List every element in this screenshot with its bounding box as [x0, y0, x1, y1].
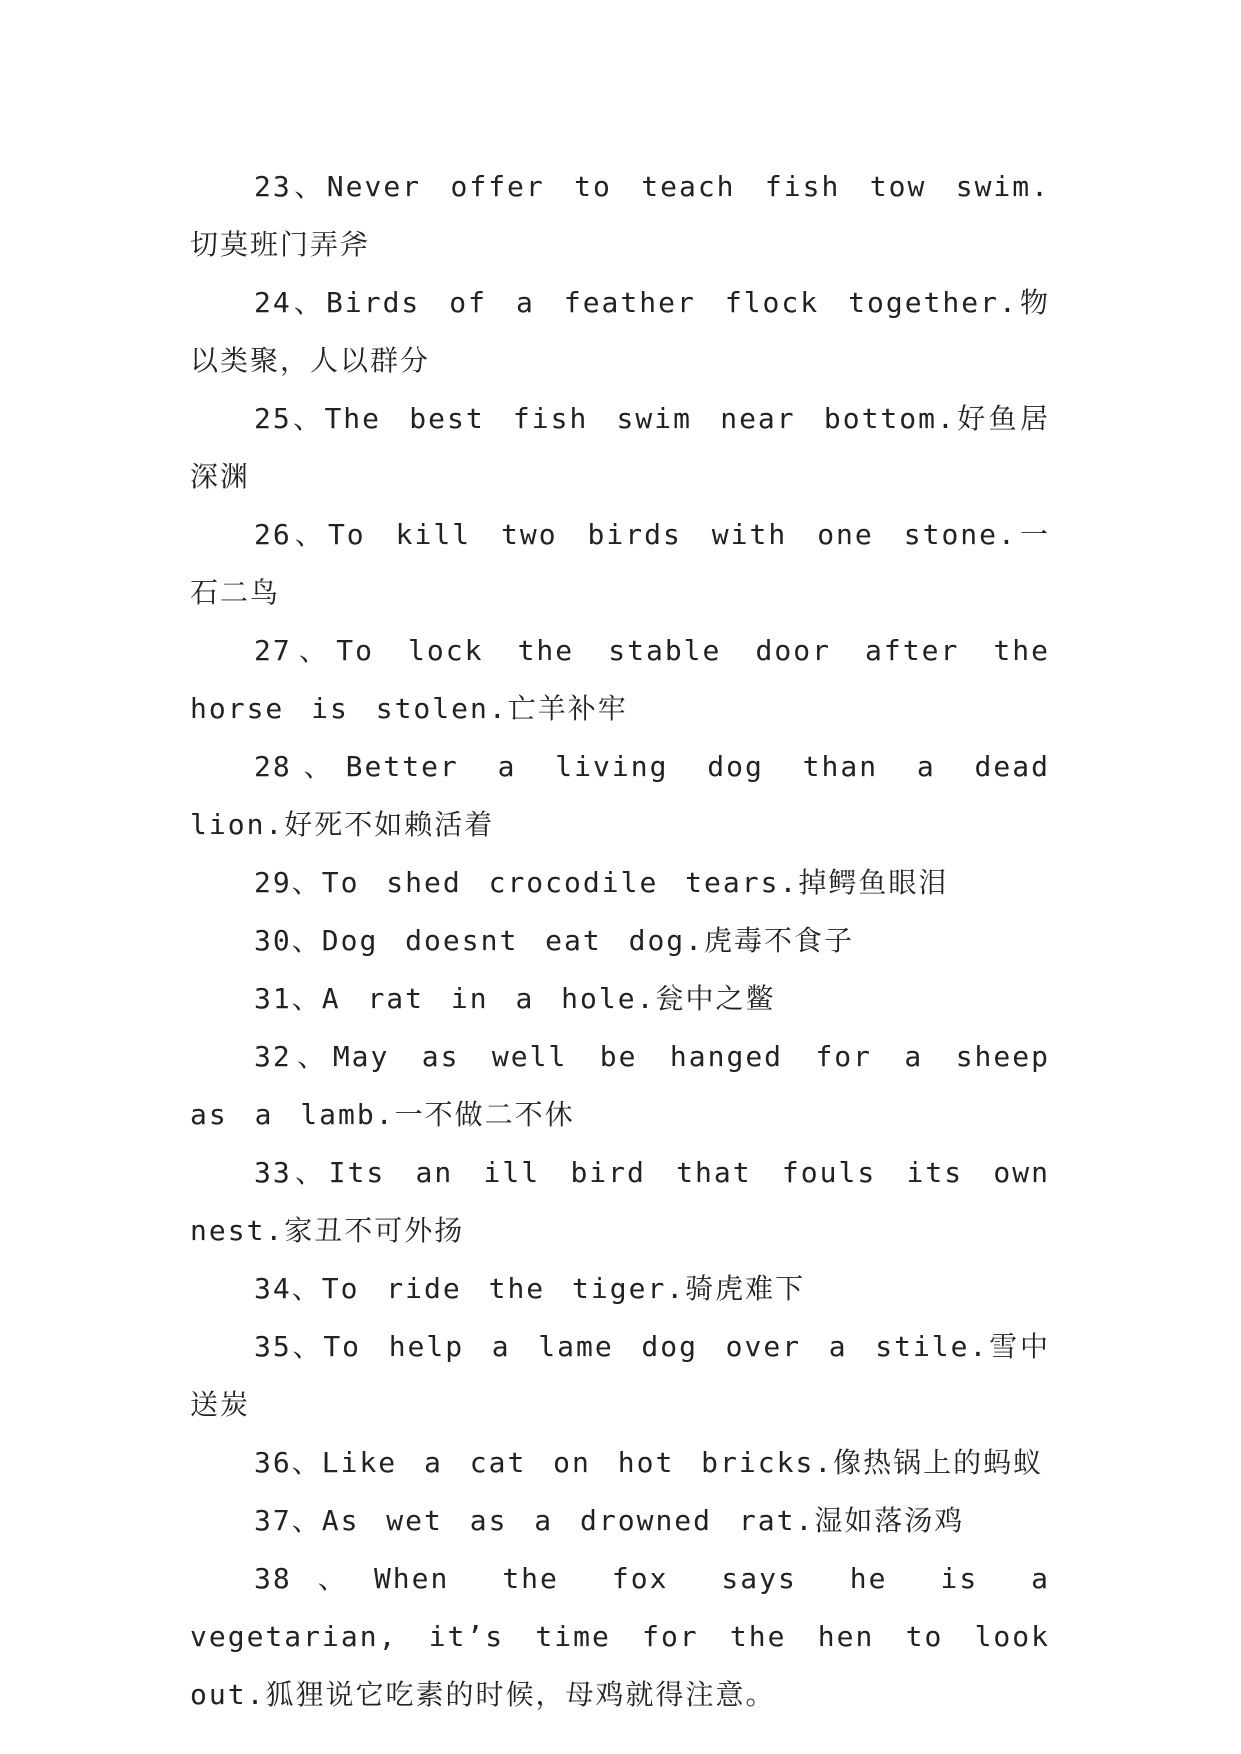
english-proverb: Birds of a feather flock together.	[326, 286, 1018, 319]
english-proverb: To lock the stable door after the horse is stolen.	[190, 634, 1050, 725]
item-number: 23	[254, 170, 292, 203]
proverb-item	[190, 1144, 1050, 1260]
item-separator: 、	[291, 1446, 322, 1479]
chinese-translation: 像热锅上的蚂蚁	[833, 1446, 1044, 1479]
proverb-item	[190, 1318, 1050, 1434]
item-separator: 、	[291, 866, 322, 899]
chinese-translation: 雪中送炭	[190, 1330, 1050, 1421]
item-separator: 、	[291, 982, 322, 1015]
item-separator: 、	[291, 286, 326, 319]
item-number: 25	[254, 402, 292, 435]
proverb-item	[190, 738, 1050, 854]
item-number: 26	[254, 518, 292, 551]
proverb-item	[190, 622, 1050, 738]
item-separator: 、	[291, 1040, 333, 1073]
item-separator: 、	[291, 402, 325, 435]
item-separator: 、	[291, 170, 327, 203]
chinese-translation: 好鱼居深渊	[190, 402, 1050, 493]
item-number: 28	[254, 750, 292, 783]
proverb-item	[190, 274, 1050, 390]
english-proverb: As wet as a drowned rat.	[321, 1504, 815, 1537]
proverb-item	[190, 912, 1050, 970]
chinese-translation: 狐狸说它吃素的时候，母鸡就得注意。	[265, 1678, 776, 1711]
item-number: 30	[254, 924, 292, 957]
chinese-translation: 一不做二不休	[394, 1098, 575, 1131]
proverb-item	[190, 1492, 1050, 1550]
item-number: 33	[254, 1156, 292, 1189]
english-proverb: When the fox says he is a vegetarian, it’s time for the hen to look out.	[190, 1562, 1050, 1711]
english-proverb: Like a cat on hot bricks.	[321, 1446, 834, 1479]
proverb-item	[190, 158, 1050, 274]
item-number: 27	[254, 634, 292, 667]
item-number: 37	[254, 1504, 292, 1537]
english-proverb: Its an ill bird that fouls its own nest.	[190, 1156, 1050, 1247]
document-page	[190, 158, 1050, 1724]
item-number: 24	[254, 286, 292, 319]
english-proverb: To ride the tiger.	[321, 1272, 686, 1305]
chinese-translation: 家丑不可外扬	[284, 1214, 465, 1247]
item-separator: 、	[291, 1272, 322, 1305]
proverb-item	[190, 390, 1050, 506]
item-separator: 、	[291, 924, 322, 957]
item-separator: 、	[291, 1504, 322, 1537]
item-number: 35	[254, 1330, 292, 1363]
item-number: 32	[254, 1040, 292, 1073]
english-proverb: To shed crocodile tears.	[321, 866, 799, 899]
proverb-item	[190, 970, 1050, 1028]
item-separator: 、	[291, 1156, 329, 1189]
english-proverb: To help a lame dog over a stile.	[323, 1330, 989, 1363]
chinese-translation: 掉鳄鱼眼泪	[798, 866, 949, 899]
chinese-translation: 亡羊补牢	[507, 692, 628, 725]
english-proverb: Dog doesnt eat dog.	[321, 924, 705, 957]
proverb-item	[190, 1028, 1050, 1144]
english-proverb: May as well be hanged for a sheep as a lamb.	[190, 1040, 1050, 1131]
proverb-item	[190, 1550, 1050, 1724]
proverb-item	[190, 1260, 1050, 1318]
item-number: 38	[254, 1562, 292, 1595]
english-proverb: A rat in a hole.	[321, 982, 656, 1015]
chinese-translation: 瓮中之鳖	[655, 982, 776, 1015]
item-separator: 、	[291, 518, 328, 551]
item-number: 34	[254, 1272, 292, 1305]
proverb-item	[190, 1434, 1050, 1492]
item-number: 29	[254, 866, 292, 899]
chinese-translation: 湿如落汤鸡	[814, 1504, 965, 1537]
chinese-translation: 切莫班门弄斧	[190, 228, 371, 261]
chinese-translation: 物以类聚，人以群分	[190, 286, 1050, 377]
item-separator: 、	[291, 634, 337, 667]
chinese-translation: 好死不如赖活着	[284, 808, 495, 841]
english-proverb: Better a living dog than a dead lion.	[190, 750, 1050, 841]
chinese-translation: 一石二鸟	[190, 518, 1050, 609]
item-number: 36	[254, 1446, 292, 1479]
chinese-translation: 虎毒不食子	[704, 924, 855, 957]
english-proverb: Never offer to teach fish tow swim.	[326, 170, 1050, 203]
english-proverb: The best fish swim near bottom.	[324, 402, 956, 435]
item-separator: 、	[291, 750, 346, 783]
item-number: 31	[254, 982, 292, 1015]
proverb-item	[190, 506, 1050, 622]
item-separator: 、	[291, 1562, 374, 1595]
english-proverb: To kill two birds with one stone.	[327, 518, 1017, 551]
proverb-item	[190, 854, 1050, 912]
item-separator: 、	[291, 1330, 324, 1363]
chinese-translation: 骑虎难下	[685, 1272, 806, 1305]
